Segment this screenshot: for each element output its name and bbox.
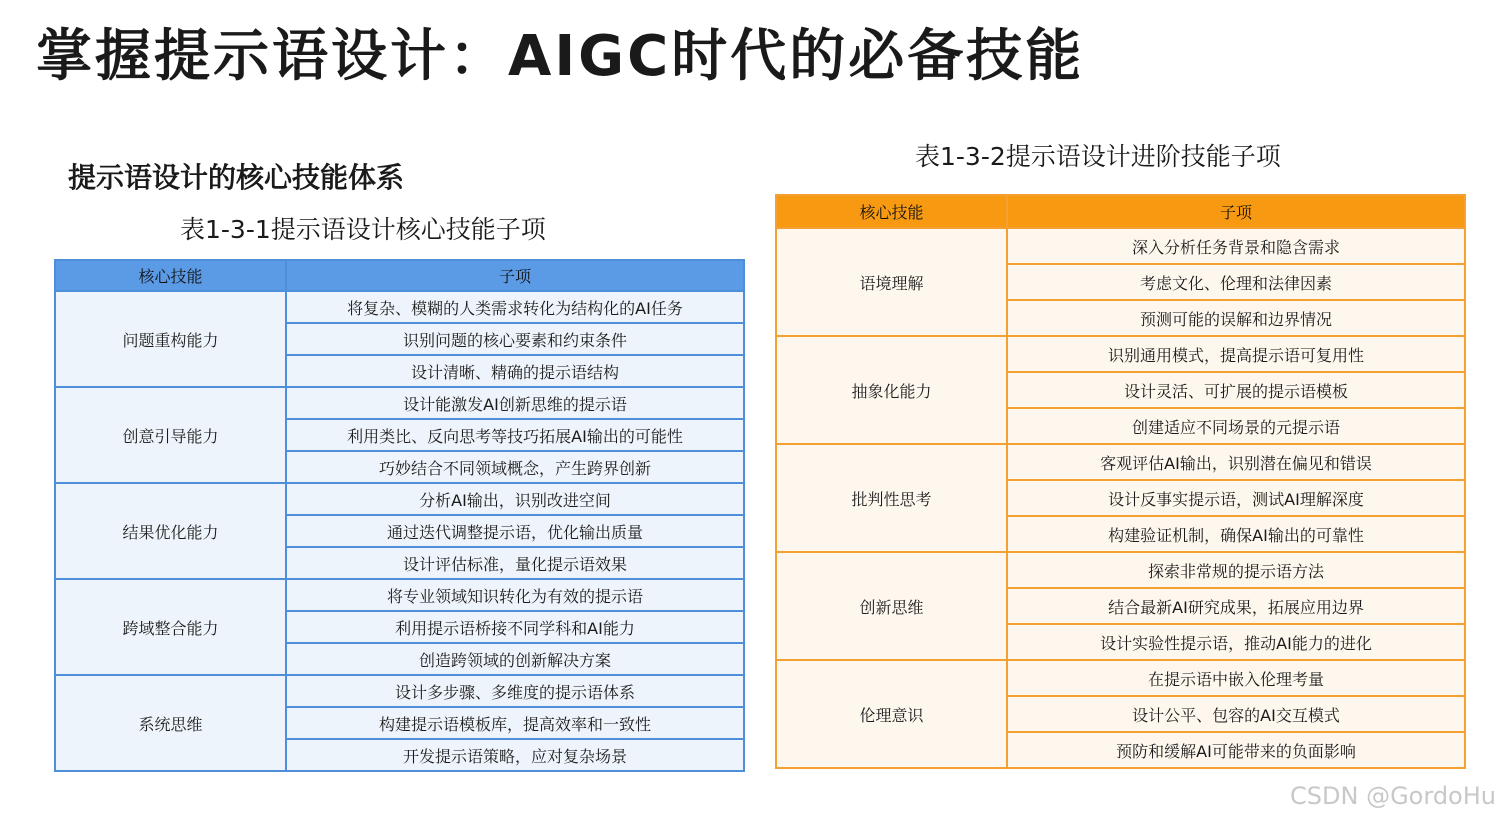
skill-cell: 批判性思考	[776, 444, 1007, 552]
page-title: 掌握提示语设计：AIGC时代的必备技能	[36, 24, 1085, 89]
subitem-cell: 将专业领域知识转化为有效的提示语	[286, 579, 744, 611]
subitem-cell: 构建验证机制，确保AI输出的可靠性	[1007, 516, 1465, 552]
subitem-cell: 巧妙结合不同领域概念，产生跨界创新	[286, 451, 744, 483]
table-row	[55, 483, 744, 515]
table-header-row	[776, 195, 1465, 228]
subitem-cell: 构建提示语模板库，提高效率和一致性	[286, 707, 744, 739]
advanced-skills-table	[775, 194, 1466, 769]
subitem-cell: 创建适应不同场景的元提示语	[1007, 408, 1465, 444]
subitem-cell: 设计实验性提示语，推动AI能力的进化	[1007, 624, 1465, 660]
table1-caption: 表1-3-1提示语设计核心技能子项	[180, 215, 546, 244]
core-skills-table	[54, 259, 745, 772]
table-row	[776, 336, 1465, 372]
subitem-cell: 利用提示语桥接不同学科和AI能力	[286, 611, 744, 643]
subitem-cell: 设计公平、包容的AI交互模式	[1007, 696, 1465, 732]
skill-cell: 语境理解	[776, 228, 1007, 336]
subitem-cell: 设计评估标准，量化提示语效果	[286, 547, 744, 579]
subitem-cell: 结合最新AI研究成果，拓展应用边界	[1007, 588, 1465, 624]
skill-cell: 问题重构能力	[55, 291, 286, 387]
subitem-cell: 客观评估AI输出，识别潜在偏见和错误	[1007, 444, 1465, 480]
skill-cell: 跨域整合能力	[55, 579, 286, 675]
column-header-skill: 核心技能	[776, 195, 1007, 228]
table-row	[55, 291, 744, 323]
subitem-cell: 设计多步骤、多维度的提示语体系	[286, 675, 744, 707]
subitem-cell: 预防和缓解AI可能带来的负面影响	[1007, 732, 1465, 768]
table-row	[776, 444, 1465, 480]
column-header-subitem: 子项	[286, 260, 744, 291]
skill-cell: 抽象化能力	[776, 336, 1007, 444]
skill-cell: 伦理意识	[776, 660, 1007, 768]
subitem-cell: 识别通用模式，提高提示语可复用性	[1007, 336, 1465, 372]
subitem-cell: 预测可能的误解和边界情况	[1007, 300, 1465, 336]
subitem-cell: 开发提示语策略，应对复杂场景	[286, 739, 744, 771]
subitem-cell: 将复杂、模糊的人类需求转化为结构化的AI任务	[286, 291, 744, 323]
subitem-cell: 通过迭代调整提示语，优化输出质量	[286, 515, 744, 547]
subitem-cell: 创造跨领域的创新解决方案	[286, 643, 744, 675]
subitem-cell: 设计清晰、精确的提示语结构	[286, 355, 744, 387]
table-header-row	[55, 260, 744, 291]
subitem-cell: 识别问题的核心要素和约束条件	[286, 323, 744, 355]
table-row	[776, 228, 1465, 264]
table-row	[776, 660, 1465, 696]
subitem-cell: 设计灵活、可扩展的提示语模板	[1007, 372, 1465, 408]
table-row	[55, 387, 744, 419]
skill-cell: 结果优化能力	[55, 483, 286, 579]
table-row	[776, 552, 1465, 588]
table2-caption: 表1-3-2提示语设计进阶技能子项	[915, 142, 1281, 171]
section-title: 提示语设计的核心技能体系	[68, 161, 405, 194]
subitem-cell: 考虑文化、伦理和法律因素	[1007, 264, 1465, 300]
skill-cell: 创意引导能力	[55, 387, 286, 483]
skill-cell: 系统思维	[55, 675, 286, 771]
subitem-cell: 设计反事实提示语，测试AI理解深度	[1007, 480, 1465, 516]
subitem-cell: 设计能激发AI创新思维的提示语	[286, 387, 744, 419]
watermark: CSDN @GordoHu	[1290, 782, 1496, 810]
table-row	[55, 579, 744, 611]
column-header-subitem: 子项	[1007, 195, 1465, 228]
subitem-cell: 深入分析任务背景和隐含需求	[1007, 228, 1465, 264]
skill-cell: 创新思维	[776, 552, 1007, 660]
subitem-cell: 探索非常规的提示语方法	[1007, 552, 1465, 588]
subitem-cell: 分析AI输出，识别改进空间	[286, 483, 744, 515]
table-row	[55, 675, 744, 707]
subitem-cell: 利用类比、反向思考等技巧拓展AI输出的可能性	[286, 419, 744, 451]
subitem-cell: 在提示语中嵌入伦理考量	[1007, 660, 1465, 696]
column-header-skill: 核心技能	[55, 260, 286, 291]
